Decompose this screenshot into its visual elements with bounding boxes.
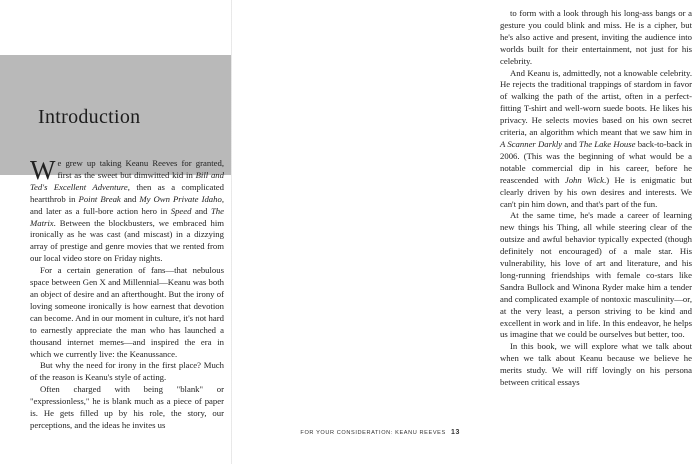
text-run: back-to-back in 2006. (This was the beginning of what would be a notable commercial dip in his career, before he reascended with: [500, 138, 692, 185]
text-run: In this book, we will explore what we talk about when we talk about Keanu because we believe he merits study. We will riff lovingly on his persona between critical essays: [500, 341, 692, 388]
drop-cap: W: [30, 155, 56, 185]
left-paragraph-1: [30, 155, 225, 265]
text-run: At the same time, he's made a career of learning new things his Thing, all while steering clear of the outsize and awful behavior typically expected (though definitely not encouraged) of a male star. His vulnerability, his love of art and literature, and his long-running friendships with female co-stars like Sandra Bullock and Winona Ryder make him a tender and complicated example of nontoxic masculinity—or, at the very least, a person striving to be kind and excellent in work and in life. In this endeavor, he helps us imagine that we could be ourselves but better, too.: [500, 210, 692, 340]
title-italic: The Lake House: [579, 138, 636, 149]
text-run: and: [191, 205, 211, 216]
text-run: And Keanu is, admittedly, not a knowable celebrity. He rejects the traditional trappings of stardom in favor of walking the path of the artist, often in a perfect-fitting T-shirt and well-worn suede boots. He likes his privacy. He selects movies based on his own secret criteria, an algorithm which meant that we saw him in: [500, 67, 692, 138]
title-italic: Point Break: [78, 193, 121, 204]
text-run: and: [120, 193, 140, 204]
left-paragraph-2: [30, 265, 224, 360]
text-run: . Between the blockbusters, we embraced him ironically as he was cast (and miscast) in a dizzying array of prestige and genre movies that we rented from our local video store on Friday nights.: [30, 217, 224, 264]
right-paragraph-3: [500, 210, 692, 341]
right-paragraph-4: [500, 341, 692, 389]
page-footer: [264, 429, 460, 436]
running-head: FOR YOUR CONSIDERATION: KEANU REEVES: [300, 430, 446, 436]
left-paragraph-4: [30, 384, 224, 432]
text-run: e grew up taking Keanu Reeves for granted, first as the sweet but dimwitted kid in: [57, 158, 224, 180]
text-run: to form with a look through his long-ass bangs or a gesture you could blink and miss. He is a cipher, but he's also active and present, inviting the audience into worlds built for their entertainment, not just for his celebrity.: [500, 8, 692, 66]
text-run: But why the need for irony in the first place? Much of the reason is Keanu's style of acting.: [30, 360, 224, 383]
page-number: 13: [451, 429, 460, 436]
right-page: [232, 0, 692, 464]
title-italic: My Own Private Idaho: [139, 193, 222, 204]
text-run: and: [562, 138, 580, 149]
chapter-title: Introduction: [38, 106, 141, 128]
text-run: , then as a complicated heartthrob in: [30, 181, 224, 204]
text-run: , and later as a full-bore action hero in: [30, 193, 225, 216]
right-paragraph-2: [500, 68, 692, 211]
title-italic: Speed: [170, 205, 192, 216]
right-paragraph-1: [500, 8, 692, 68]
title-italic: The Matrix: [30, 205, 224, 228]
text-run: .) He is enigmatic but clearly driven by his own desires and interests. We can't pin him down, and that's part of the fun.: [500, 174, 692, 209]
text-run: For a certain generation of fans—that nebulous space between Gen X and Millennial—Keanu was both an object of desire and an afterthought. But the irony of loving someone ironically is how earnest that devotion can become. And in our moment in culture, it's not hard to earnestly appreciate the man who has launched a thousand internet memes—and inspired the era in which we currently live: the Keanussance.: [30, 265, 224, 359]
left-paragraph-3: [30, 360, 224, 384]
text-run: Often charged with being "blank" or "expressionless," he is blank much as a piece of paper is. He gets filled up by his role, the story, our perceptions, and the ideas he invites us: [30, 384, 224, 430]
title-italic: John Wick: [564, 174, 605, 185]
left-page: [0, 0, 232, 464]
title-italic: A Scanner Darkly: [500, 138, 563, 149]
title-italic: Bill and Ted's Excellent Adventure: [30, 169, 224, 192]
right-page-body: [500, 8, 692, 389]
left-page-body: [30, 155, 225, 432]
